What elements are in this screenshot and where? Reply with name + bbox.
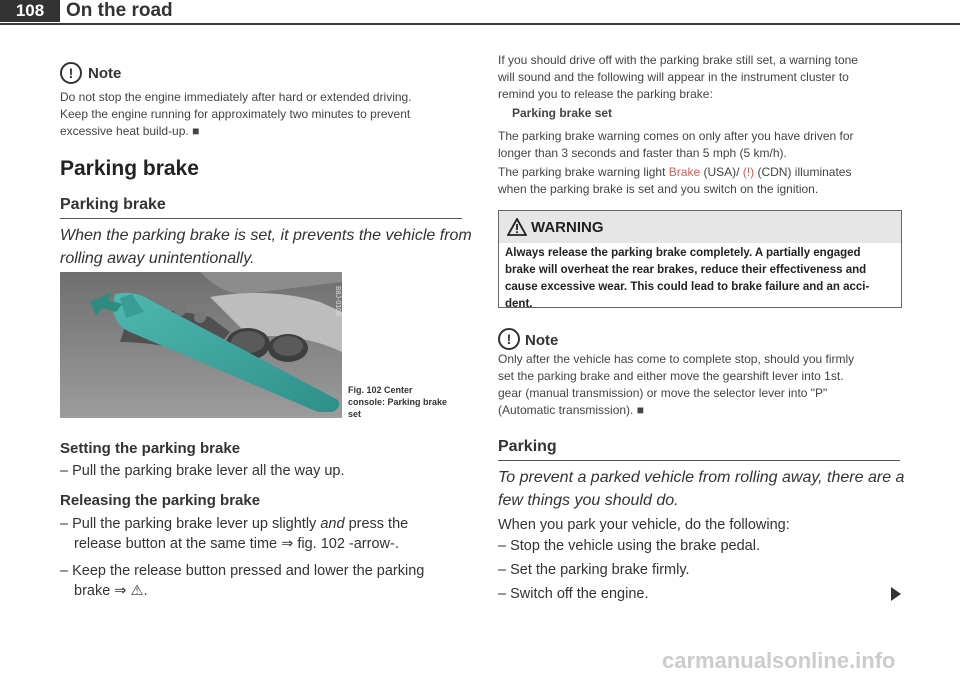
parking-heading-rule bbox=[498, 460, 900, 461]
warning-triangle-icon bbox=[507, 218, 527, 236]
brake-indicator-label: Brake bbox=[668, 165, 701, 179]
display-message: Parking brake set bbox=[512, 106, 613, 120]
note-text: Do not stop the engine immediately after hard or extended driving. Keep the engine running for approximately two minutes to prevent excessive heat build-up. ■ bbox=[60, 90, 412, 138]
warning-title: WARNING bbox=[531, 219, 604, 236]
parking-lead-text: To prevent a parked vehicle from rolling away, there are a few things you should do. bbox=[498, 469, 905, 509]
sub-heading-rule bbox=[60, 218, 462, 219]
brake-warning-icon: (!) bbox=[742, 165, 755, 179]
header-rule bbox=[0, 23, 960, 25]
warning-box bbox=[498, 210, 902, 308]
releasing-step-2: – Keep the release button pressed and lower the parking brake ⇒ ⚠. bbox=[60, 563, 425, 599]
lead-text: When the parking brake is set, it prevents the vehicle from rolling away unintentionally. bbox=[60, 227, 472, 267]
main-heading: Parking brake bbox=[60, 157, 199, 180]
setting-step: – Pull the parking brake lever all the way up. bbox=[60, 463, 345, 479]
parking-heading: Parking bbox=[498, 438, 557, 455]
continue-arrow-icon bbox=[890, 586, 902, 602]
sub-heading: Parking brake bbox=[60, 196, 166, 213]
parking-step-2: – Set the parking brake firmly. bbox=[498, 562, 690, 578]
note-text: Only after the vehicle has come to complete stop, should you firmly set the parking brake and either move the gearshift lever into 1st. gear (manual transmission) or move the selector lever into "P" (Automatic transmission). ■ bbox=[498, 352, 855, 417]
parking-intro: When you park your vehicle, do the following: bbox=[498, 517, 790, 533]
note-title: Note bbox=[525, 332, 559, 349]
center-console-illustration bbox=[60, 272, 342, 418]
caution-icon: ! bbox=[498, 328, 520, 350]
releasing-step-1: – Pull the parking brake lever up slightly and press the release button at the same time ⇒ fig. 102 -arrow-. bbox=[60, 516, 409, 552]
page-number: 108 bbox=[0, 0, 60, 22]
section-title: On the road bbox=[66, 0, 173, 21]
caution-icon: ! bbox=[60, 62, 82, 84]
figure-caption: Fig. 102 Center console: Parking brake set bbox=[348, 385, 448, 419]
warning-text: Always release the parking brake completely. A partially engaged brake will overheat the rear brakes, reduce their effectiveness and cause excessive wear. This could lead to brake failure and an acci- dent. bbox=[505, 247, 870, 310]
warning-header bbox=[499, 211, 901, 243]
setting-heading: Setting the parking brake bbox=[60, 440, 241, 457]
watermark: carmanualsonline.info bbox=[662, 648, 896, 673]
parking-step-1: – Stop the vehicle using the brake pedal. bbox=[498, 538, 760, 554]
parking-step-3: – Switch off the engine. bbox=[498, 586, 649, 602]
figure-code: B8J-0108 bbox=[334, 286, 341, 316]
note-title: Note bbox=[88, 65, 122, 82]
figure-parking-brake bbox=[60, 272, 342, 418]
intro-text: If you should drive off with the parking brake still set, a warning tone will sound and the following will appear in the instrument cluster to remind you to release the parking brake: bbox=[498, 53, 858, 101]
warning-condition-text: The parking brake warning comes on only after you have driven for longer than 3 seconds and faster than 5 mph (5 km/h). bbox=[498, 129, 854, 160]
warning-light-text: The parking brake warning light Brake (USA)/ (!) (CDN) illuminates when the parking brake is set and you switch on the ignition. bbox=[498, 165, 852, 196]
releasing-heading: Releasing the parking brake bbox=[60, 492, 261, 509]
